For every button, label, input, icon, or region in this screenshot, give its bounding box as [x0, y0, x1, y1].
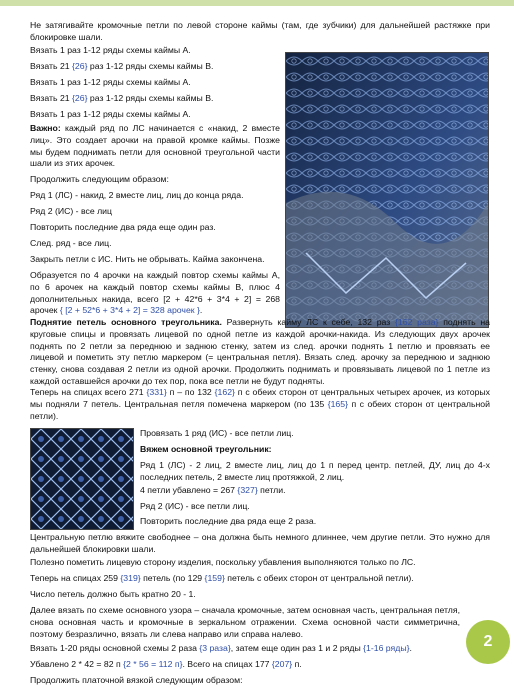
- step-line: Вязать 1-20 ряды основной схемы 2 раза {3 раза}, затем еще один раз 1 и 2 ряды {1-16 ряды}.: [30, 643, 412, 653]
- section-heading: Вяжем основной треугольник:: [140, 444, 272, 454]
- stitches-count-paragraph: Теперь на спицах всего 271 {331} п – по 132 {162} п с обеих сторон от центральных четырех арочек, из которых мы подняли 7 петель. Центральная петля помечена маркером (по 135 {165} п с обеих сторон от центральной петли).: [30, 387, 490, 421]
- step-line: Число петель должно быть кратно 20 - 1.: [30, 589, 196, 599]
- step-line: Вязать 21 {26} раз 1-12 ряды схемы каймы В.: [30, 93, 214, 103]
- arches-paragraph: Образуется по 4 арочки на каждый повтор схемы каймы А, по 6 арочек на каждый повтор схемы каймы В, плюс 4 дополнительных накида, всего [2 + 42*6 + 3*4 + 2] = 268 арочек { [2 + 52*6 + 3*4 + 2] = 328 арочек }.: [30, 270, 280, 316]
- step-line: Повторить последние два ряда еще один раз.: [30, 222, 216, 232]
- step-line: Ряд 2 (ИС) - все лиц: [30, 206, 112, 216]
- step-line: Вязать 1 раз 1-12 ряды схемы каймы А.: [30, 77, 191, 87]
- step-line: 4 петли убавлено = 267 {327} петли.: [140, 485, 286, 495]
- pickup-paragraph: Поднятие петель основного треугольника. Развернуть кайму ЛС к себе, 132 раз {162 раза} поднять на круговые спицы и провязать лицевой по одной петле из каждой арочки-накида. Из следующих двух арочек поднять по 2 петли за переднюю и заднюю стенку, затем из след. арочки поднять 1 петлю и провязать ее лицевой и пометить эту петлю маркером (= центральная петля). Вязать след. арочку за переднюю и заднюю стенку, снова создавая 2 петли из одной арочки. Продолжить поднимать и провязывать лицевой по 1 петле из каждой оставшейся арочки до тех пор, пока все петли не будут подняты.: [30, 317, 490, 386]
- step-line: Вязать 1 раз 1-12 ряды схемы каймы А.: [30, 45, 191, 55]
- shawl-photo-graphic: [286, 53, 488, 327]
- step-line: Повторить последние два ряда еще 2 раза.: [140, 516, 317, 526]
- important-note: Важно: каждый ряд по ЛС начинается с «накид, 2 вместе лиц». Это создает арочки на правой кромке каймы. Позже мы будем поднимать петли для основной треугольной части шали из этих арочек.: [30, 123, 280, 169]
- step-line: Закрыть петли с ИС. Нить не обрывать. Кайма закончена.: [30, 254, 265, 264]
- step-line: Теперь на спицах 259 {319} петель (по 129 {159} петель с обеих сторон от центральной петли).: [30, 573, 414, 583]
- step-line: Ряд 1 (ЛС) - накид, 2 вместе лиц, лиц до конца ряда.: [30, 190, 244, 200]
- step-line: След. ряд - все лиц.: [30, 238, 112, 248]
- lace-closeup-graphic: [31, 429, 133, 529]
- row-instruction: Ряд 1 (ЛС) - 2 лиц, 2 вместе лиц, лиц до 1 п перед центр. петлей, ДУ, лиц до 4-х последних петель, 2 вместе лиц протяжкой, 2 лиц.: [140, 460, 490, 482]
- step-line: Ряд 2 (ИС) - все петли лиц.: [140, 501, 250, 511]
- step-line: Убавлено 2 * 42 = 82 п {2 * 56 = 112 п}. Всего на спицах 177 {207} п.: [30, 659, 302, 669]
- intro-paragraph: Не затягивайте кромочные петли по левой стороне каймы (там, где зубчики) для дальнейшей растяжке при блокировке шали.: [30, 20, 490, 42]
- step-line: Полезно пометить лицевую сторону изделия, поскольку убавления выполняются только по ЛС.: [30, 557, 416, 567]
- lace-closeup-photo: [30, 428, 134, 530]
- central-stitch-note: Центральную петлю вяжите свободнее – она должна быть немного длиннее, чем другие петли. Это нужно для дальнейшей блокировки шали.: [30, 532, 490, 554]
- step-line: Продолжить платочной вязкой следующим образом:: [30, 675, 243, 685]
- page-number: 2: [483, 633, 493, 650]
- shawl-photo: [285, 52, 489, 328]
- top-accent-bar: [0, 0, 514, 6]
- step-line: Вязать 1 раз 1-12 ряды схемы каймы А.: [30, 109, 191, 119]
- step-line: Вязать 21 {26} раз 1-12 ряды схемы каймы В.: [30, 61, 214, 71]
- main-pattern-paragraph: Далее вязать по схеме основного узора – сначала кромочные, затем основная часть, центральная петля, снова основная часть и кромочные в зеркальном отражении. Схема основной части симметрична, поэтому безразлично, вязать ли слева направо или справа налево.: [30, 605, 460, 639]
- step-line: Продолжить следующим образом:: [30, 174, 169, 184]
- step-line: Провязать 1 ряд (ИС) - все петли лиц.: [140, 428, 294, 438]
- page-number-badge: [466, 620, 510, 664]
